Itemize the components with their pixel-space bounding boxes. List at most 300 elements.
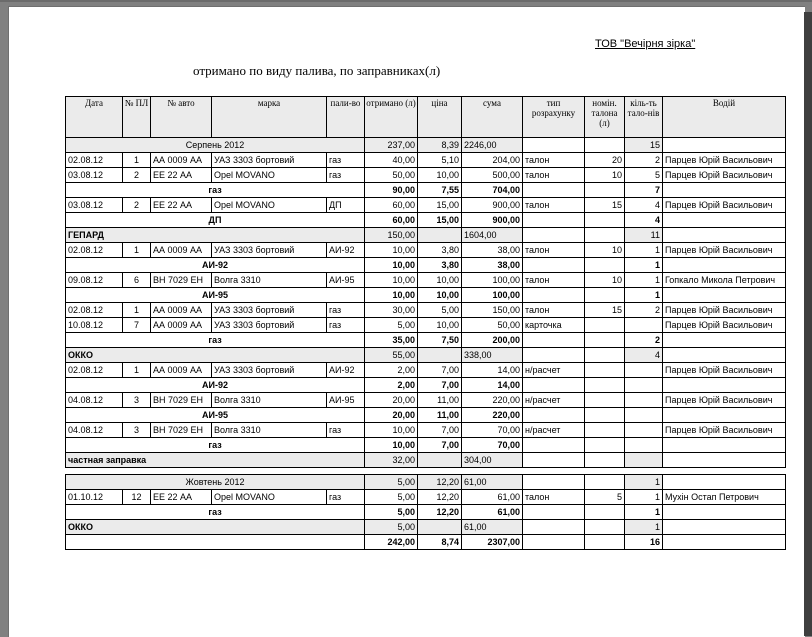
data-row [66,303,786,318]
empty-cell [523,183,585,198]
group-label: Серпень 2012 [66,138,365,153]
group-count: 15 [625,138,663,153]
data-cell: АА 0009 АА [151,363,212,378]
data-cell: 5,10 [418,153,462,168]
data-cell: ДП [327,198,365,213]
group-price [418,520,462,535]
empty-cell [585,213,625,228]
data-cell: 10.08.12 [66,318,123,333]
data-row [66,490,786,505]
data-cell: 70,00 [462,423,523,438]
group-price [418,348,462,363]
data-row [66,273,786,288]
empty-cell [585,535,625,550]
data-cell: Opel MOVANO [212,490,327,505]
subtotal-count: 1 [625,258,663,273]
data-row [66,198,786,213]
group-label: Жовтень 2012 [66,475,365,490]
subtotal-count [625,378,663,393]
subtotal-sum: 704,00 [462,183,523,198]
group-price: 12,20 [418,475,462,490]
data-cell: 5 [625,168,663,183]
column-header: тип розрахунку [523,97,585,138]
data-cell: 01.10.12 [66,490,123,505]
subtotal-count: 7 [625,183,663,198]
subtotal-count [625,438,663,453]
subtotal-sum: 100,00 [462,288,523,303]
subtotal-label: газ [66,333,365,348]
group-count: 1 [625,520,663,535]
data-cell: АА 0009 АА [151,153,212,168]
data-cell: 2 [625,153,663,168]
data-cell: Парцев Юрій Васильович [663,303,786,318]
subtotal-price: 15,00 [418,213,462,228]
data-cell: АИ-95 [327,273,365,288]
group-count: 1 [625,475,663,490]
data-row [66,363,786,378]
subtotal-row [66,333,786,348]
report-page [8,6,805,637]
empty-cell [523,453,585,468]
subtotal-label: АИ-95 [66,288,365,303]
data-cell: ВН 7029 ЕН [151,423,212,438]
data-cell [625,423,663,438]
column-header: сума [462,97,523,138]
group-summary-row [66,453,786,468]
subtotal-price: 7,55 [418,183,462,198]
empty-cell [523,138,585,153]
subtotal-label: газ [66,505,365,520]
subtotal-row [66,213,786,228]
data-cell: 7,00 [418,423,462,438]
group-qty: 150,00 [365,228,418,243]
subtotal-sum: 61,00 [462,505,523,520]
data-cell: 20,00 [365,393,418,408]
empty-cell [523,505,585,520]
group-qty: 237,00 [365,138,418,153]
data-cell: АА 0009 АА [151,243,212,258]
column-header: номін. талона (л) [585,97,625,138]
empty-cell [585,378,625,393]
group-sum: 304,00 [462,453,523,468]
data-cell: 204,00 [462,153,523,168]
empty-cell [585,438,625,453]
data-cell: 5 [585,490,625,505]
data-cell: газ [327,168,365,183]
data-cell: 15 [585,198,625,213]
data-cell: Парцев Юрій Васильович [663,423,786,438]
grand-total-sum: 2307,00 [462,535,523,550]
column-header: ціна [418,97,462,138]
group-count: 4 [625,348,663,363]
data-cell: 2 [123,198,151,213]
subtotal-count: 1 [625,288,663,303]
subtotal-sum: 220,00 [462,408,523,423]
data-cell: АА 0009 АА [151,318,212,333]
column-header: отримано (л) [365,97,418,138]
data-cell: 1 [123,363,151,378]
empty-cell [585,505,625,520]
data-cell: АИ-92 [327,243,365,258]
data-cell: 10,00 [418,168,462,183]
subtotal-qty: 20,00 [365,408,418,423]
data-cell [585,423,625,438]
data-cell: Парцев Юрій Васильович [663,153,786,168]
data-cell: газ [327,153,365,168]
group-qty: 55,00 [365,348,418,363]
data-cell: ЕЕ 22 АА [151,168,212,183]
subtotal-sum: 900,00 [462,213,523,228]
group-qty: 5,00 [365,520,418,535]
data-cell: талон [523,490,585,505]
data-cell: Парцев Юрій Васильович [663,318,786,333]
empty-cell [585,138,625,153]
subtotal-price: 10,00 [418,288,462,303]
data-cell [625,393,663,408]
data-cell: 1 [123,153,151,168]
header-row [66,97,786,138]
empty-cell [663,228,786,243]
group-label: ОККО [66,520,365,535]
subtotal-label: ДП [66,213,365,228]
data-cell: 1 [625,490,663,505]
group-sum: 61,00 [462,520,523,535]
data-cell: УАЗ 3303 бортовий [212,243,327,258]
subtotal-sum: 14,00 [462,378,523,393]
data-cell: 02.08.12 [66,363,123,378]
data-cell: 60,00 [365,198,418,213]
data-cell: ВН 7029 ЕН [151,393,212,408]
data-cell: УАЗ 3303 бортовий [212,303,327,318]
data-cell: 10,00 [365,423,418,438]
data-cell: 10 [585,243,625,258]
data-cell: 10,00 [418,318,462,333]
subtotal-qty: 10,00 [365,258,418,273]
data-cell: Парцев Юрій Васильович [663,168,786,183]
grand-total-label [66,535,365,550]
data-cell: 150,00 [462,303,523,318]
group-summary-row [66,228,786,243]
empty-cell [663,183,786,198]
data-row [66,318,786,333]
report-title: отримано по виду палива, по заправниках(л) [193,63,441,78]
empty-cell [523,475,585,490]
group-sum: 1604,00 [462,228,523,243]
data-cell: 10 [585,168,625,183]
data-cell: АИ-95 [327,393,365,408]
data-cell: газ [327,318,365,333]
window-frame-top [0,0,812,2]
empty-cell [663,348,786,363]
empty-cell [585,475,625,490]
data-cell: карточка [523,318,585,333]
data-cell: 12 [123,490,151,505]
data-cell: 15 [585,303,625,318]
data-cell: 04.08.12 [66,423,123,438]
data-row [66,393,786,408]
group-price: 8,39 [418,138,462,153]
data-cell: 5,00 [418,303,462,318]
subtotal-row [66,288,786,303]
empty-cell [663,535,786,550]
empty-cell [523,333,585,348]
column-header: № авто [151,97,212,138]
subtotal-row [66,183,786,198]
data-cell: 100,00 [462,273,523,288]
spacer-row [66,468,786,475]
empty-cell [663,438,786,453]
data-cell: 1 [625,273,663,288]
spacer [66,468,786,475]
data-cell: 10,00 [365,273,418,288]
subtotal-row [66,258,786,273]
empty-cell [663,408,786,423]
data-cell: 03.08.12 [66,168,123,183]
grand-total-count: 16 [625,535,663,550]
column-header: Дата [66,97,123,138]
data-cell: Волга 3310 [212,273,327,288]
column-header: Водій [663,97,786,138]
group-label: ГЕПАРД [66,228,365,243]
grand-total-row [66,535,786,550]
data-cell: Волга 3310 [212,423,327,438]
data-cell: 40,00 [365,153,418,168]
data-cell: 10 [585,273,625,288]
data-cell: ВН 7029 ЕН [151,273,212,288]
data-cell: 1 [625,243,663,258]
data-cell: Мухін Остап Петрович [663,490,786,505]
empty-cell [585,333,625,348]
data-cell [625,318,663,333]
empty-cell [663,288,786,303]
empty-cell [523,520,585,535]
data-cell: талон [523,243,585,258]
group-sum: 338,00 [462,348,523,363]
subtotal-qty: 35,00 [365,333,418,348]
data-cell: 30,00 [365,303,418,318]
data-cell: 2,00 [365,363,418,378]
group-count [625,453,663,468]
data-cell [625,363,663,378]
subtotal-label: АИ-95 [66,408,365,423]
empty-cell [523,228,585,243]
subtotal-label: АИ-92 [66,258,365,273]
subtotal-qty: 5,00 [365,505,418,520]
group-summary-row [66,520,786,535]
data-cell: 3,80 [418,243,462,258]
data-cell: УАЗ 3303 бортовий [212,363,327,378]
subtotal-count [625,408,663,423]
data-cell: Парцев Юрій Васильович [663,198,786,213]
data-cell: УАЗ 3303 бортовий [212,153,327,168]
data-cell: Гопкало Микола Петрович [663,273,786,288]
data-cell: талон [523,198,585,213]
data-cell: 3 [123,423,151,438]
grand-total-qty: 242,00 [365,535,418,550]
column-header: кіль-ть тало-нів [625,97,663,138]
group-count: 11 [625,228,663,243]
data-cell: 1 [123,243,151,258]
empty-cell [523,535,585,550]
data-cell: газ [327,303,365,318]
data-cell: ЕЕ 22 АА [151,198,212,213]
empty-cell [663,378,786,393]
data-cell: 20 [585,153,625,168]
subtotal-label: газ [66,438,365,453]
group-summary-row [66,348,786,363]
data-cell: 4 [625,198,663,213]
data-cell: 220,00 [462,393,523,408]
data-cell: 15,00 [418,198,462,213]
data-cell [585,318,625,333]
data-cell: 5,00 [365,318,418,333]
data-cell: 09.08.12 [66,273,123,288]
data-cell: талон [523,303,585,318]
subtotal-qty: 10,00 [365,288,418,303]
data-cell: 50,00 [462,318,523,333]
data-cell: 04.08.12 [66,393,123,408]
empty-cell [585,453,625,468]
empty-cell [663,520,786,535]
empty-cell [585,228,625,243]
group-price [418,453,462,468]
subtotal-row [66,438,786,453]
group-label: частная заправка [66,453,365,468]
data-cell: Парцев Юрій Васильович [663,363,786,378]
subtotal-label: газ [66,183,365,198]
empty-cell [663,475,786,490]
empty-cell [523,408,585,423]
data-cell: АА 0009 АА [151,303,212,318]
data-cell: 02.08.12 [66,303,123,318]
empty-cell [585,408,625,423]
group-summary-row [66,475,786,490]
data-cell: Парцев Юрій Васильович [663,243,786,258]
data-cell: 5,00 [365,490,418,505]
subtotal-row [66,505,786,520]
data-cell: 02.08.12 [66,153,123,168]
data-cell: 3 [123,393,151,408]
subtotal-qty: 90,00 [365,183,418,198]
group-qty: 5,00 [365,475,418,490]
subtotal-price: 7,00 [418,378,462,393]
subtotal-price: 12,20 [418,505,462,520]
empty-cell [585,258,625,273]
data-cell: АИ-92 [327,363,365,378]
group-price [418,228,462,243]
data-cell: 11,00 [418,393,462,408]
data-row [66,168,786,183]
group-sum: 2246,00 [462,138,523,153]
subtotal-label: АИ-92 [66,378,365,393]
empty-cell [663,453,786,468]
empty-cell [663,138,786,153]
data-cell: газ [327,490,365,505]
subtotal-price: 7,50 [418,333,462,348]
subtotal-count: 2 [625,333,663,348]
column-header: пали-во [327,97,365,138]
subtotal-price: 3,80 [418,258,462,273]
empty-cell [663,213,786,228]
data-row [66,243,786,258]
data-cell: Волга 3310 [212,393,327,408]
data-cell: талон [523,168,585,183]
data-cell: 500,00 [462,168,523,183]
group-summary-row [66,138,786,153]
data-cell [585,393,625,408]
subtotal-qty: 60,00 [365,213,418,228]
empty-cell [663,505,786,520]
empty-cell [523,438,585,453]
data-cell: 7 [123,318,151,333]
subtotal-count: 4 [625,213,663,228]
fuel-report-table [65,96,786,550]
data-cell [585,363,625,378]
grand-total-price: 8,74 [418,535,462,550]
data-cell: 14,00 [462,363,523,378]
data-cell: 03.08.12 [66,198,123,213]
data-cell: 2 [625,303,663,318]
empty-cell [663,258,786,273]
data-cell: УАЗ 3303 бортовий [212,318,327,333]
data-cell: н/расчет [523,393,585,408]
data-cell: 38,00 [462,243,523,258]
empty-cell [585,183,625,198]
data-cell: талон [523,273,585,288]
empty-cell [523,378,585,393]
column-header: марка [212,97,327,138]
data-cell: 10,00 [418,273,462,288]
empty-cell [523,288,585,303]
data-cell: Парцев Юрій Васильович [663,393,786,408]
data-cell: 02.08.12 [66,243,123,258]
data-cell: 2 [123,168,151,183]
empty-cell [585,348,625,363]
company-name: ТОВ "Вечірня зірка" [595,38,696,50]
column-header: № ПЛ [123,97,151,138]
data-cell: 61,00 [462,490,523,505]
subtotal-sum: 200,00 [462,333,523,348]
empty-cell [663,333,786,348]
data-cell: 12,20 [418,490,462,505]
data-cell: газ [327,423,365,438]
empty-cell [523,348,585,363]
subtotal-sum: 70,00 [462,438,523,453]
subtotal-qty: 10,00 [365,438,418,453]
subtotal-qty: 2,00 [365,378,418,393]
subtotal-row [66,408,786,423]
subtotal-row [66,378,786,393]
empty-cell [585,288,625,303]
data-cell: 1 [123,303,151,318]
data-cell: Opel MOVANO [212,168,327,183]
subtotal-sum: 38,00 [462,258,523,273]
data-cell: Opel MOVANO [212,198,327,213]
subtotal-price: 7,00 [418,438,462,453]
data-cell: н/расчет [523,363,585,378]
empty-cell [523,213,585,228]
data-cell: 10,00 [365,243,418,258]
subtotal-count: 1 [625,505,663,520]
data-row [66,153,786,168]
page-shadow [804,12,812,636]
data-cell: ЕЕ 22 АА [151,490,212,505]
empty-cell [585,520,625,535]
empty-cell [523,258,585,273]
group-label: ОККО [66,348,365,363]
data-cell: 7,00 [418,363,462,378]
group-sum: 61,00 [462,475,523,490]
